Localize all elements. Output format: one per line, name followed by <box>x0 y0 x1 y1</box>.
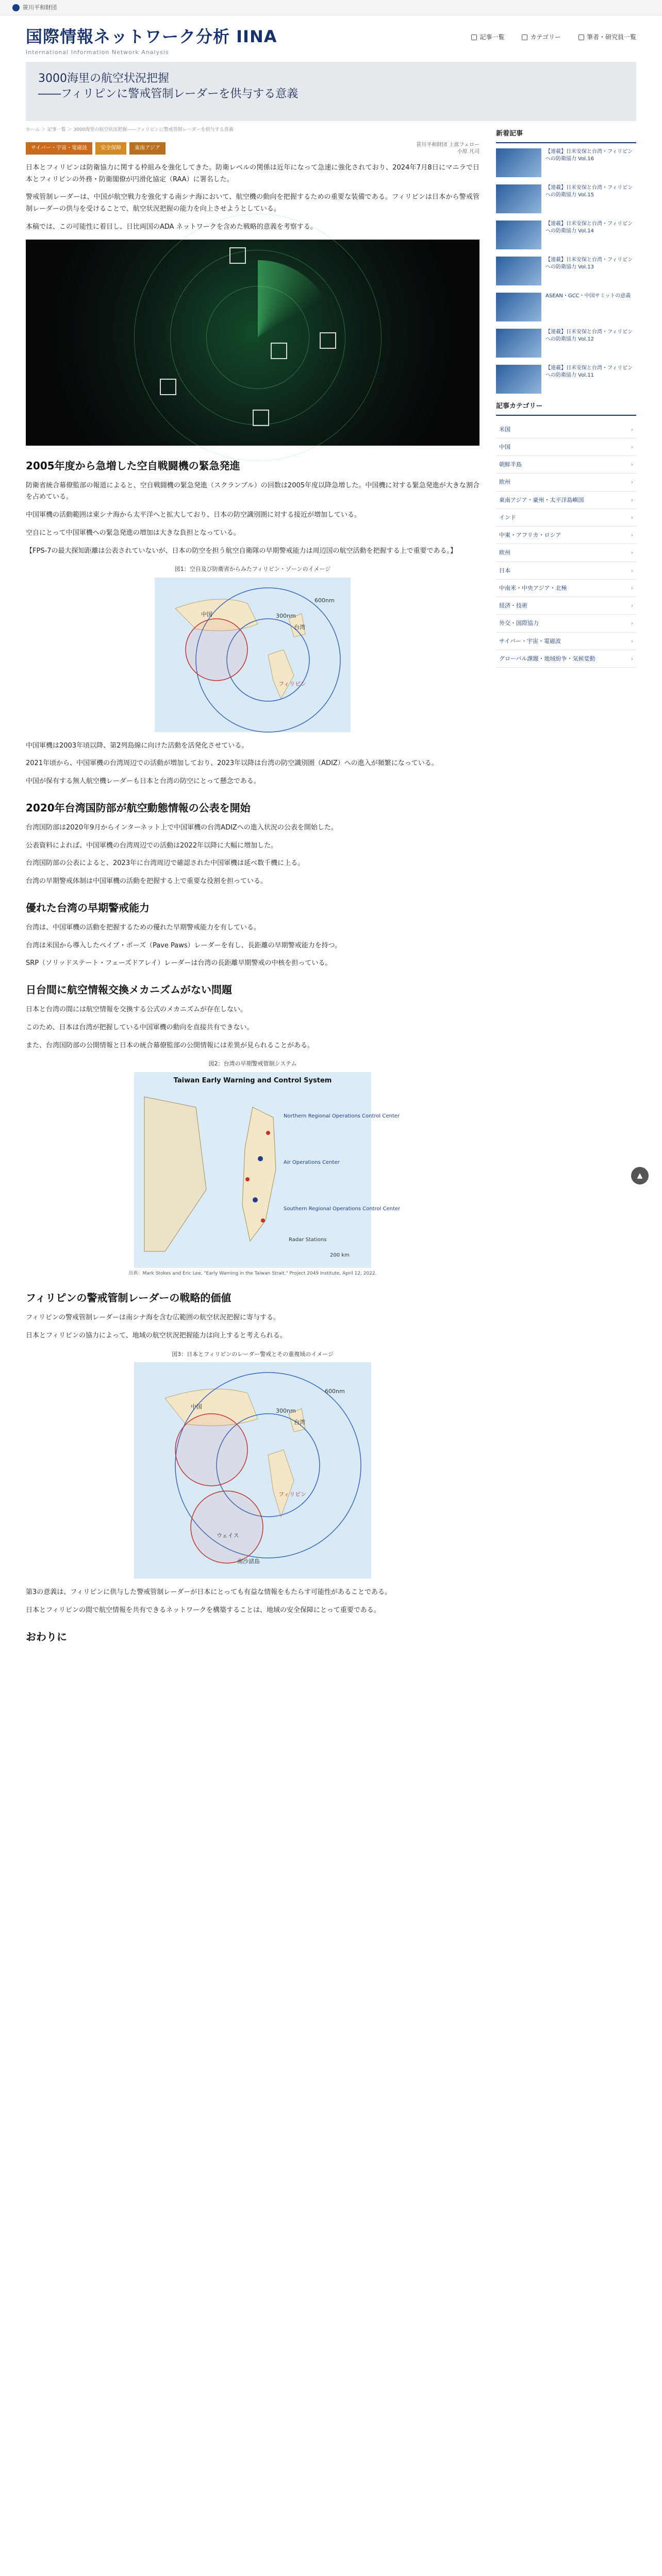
foundation-name[interactable]: 笹川平和財団 <box>23 4 57 11</box>
paragraph: SRP（ソリッドステート・フェーズドアレイ）レーダーは台湾の長距離早期警戒の中核を担っている。 <box>26 959 332 968</box>
figure2-label-southern: Southern Regional Operations Control Center <box>284 1206 401 1212</box>
paragraph: 公表資料によれば、中国軍機の台湾周辺での活動は2022年以降に大幅に増加した。 <box>26 841 278 850</box>
article-thumbnail[interactable] <box>496 293 541 321</box>
article-thumbnail[interactable] <box>496 365 541 394</box>
target-marker-icon <box>229 247 246 264</box>
figure2-map <box>134 1072 401 1268</box>
back-to-top-button[interactable]: ▲ <box>631 1167 649 1184</box>
sidebar-title: 新着記事 <box>496 128 636 143</box>
foundation-logo-icon <box>12 4 20 11</box>
related-article[interactable]: ASEAN・GCC・中国サミットの意義 <box>496 293 636 321</box>
figure1-caption: 図1：空自及び防衛省からみたフィリピン・ゾーンのイメージ <box>174 566 331 573</box>
related-article[interactable]: 【連載】日米安保と台湾・フィリピンへの防衛協力 Vol.14 <box>496 221 636 249</box>
site-branding[interactable] <box>26 27 277 58</box>
paragraph: 防衛省統合幕僚監部の報道によると、空自戦闘機の緊急発進（スクランブル）の回数は2005年度以降急増した。中国機に対する緊急発進が大きな割合を占めている。 <box>26 481 479 501</box>
section-heading: 日台間に航空情報交換メカニズムがない問題 <box>26 984 232 996</box>
figure1-label-taiwan: 台湾 <box>294 623 305 631</box>
figure1-map-svg <box>155 578 351 732</box>
figure3-label-4: ウェイス <box>217 1532 239 1539</box>
article-thumbnail[interactable] <box>496 148 541 177</box>
paragraph: 台湾の早期警戒体制は中国軍機の活動を把握する上で重要な役割を担っている。 <box>26 877 268 885</box>
target-marker-icon <box>271 343 287 359</box>
sidebar <box>496 121 636 1651</box>
related-article[interactable]: 【連載】日米安保と台湾・フィリピンへの防衛協力 Vol.12 <box>496 329 636 358</box>
nav-articles[interactable]: 記事一覧 <box>471 32 504 43</box>
figure1-label-philippines: フィリピン <box>278 680 307 687</box>
paragraph: 日本とフィリピンの協力によって、地域の航空状況把握能力は向上すると考えられる。 <box>26 1332 287 1340</box>
category-item[interactable]: 外交・国際協力 › <box>496 615 636 632</box>
category-item[interactable]: 米国 › <box>496 421 636 438</box>
section-heading: 2020年台湾国防部が航空動態情報の公表を開始 <box>26 801 251 814</box>
figure2-scale: 200 km <box>330 1252 350 1259</box>
category-item[interactable]: 東南アジア・豪州・太平洋島嶼国 › <box>496 492 636 509</box>
radar-sweep <box>180 260 335 415</box>
category-item[interactable]: 中国 › <box>496 438 636 456</box>
paragraph: 空自にとって中国軍機への緊急発進の増加は大きな負担となっている。 <box>26 529 240 537</box>
figure2-map-svg <box>134 1087 401 1267</box>
article-hero <box>26 62 636 121</box>
figure3-map <box>134 1362 371 1579</box>
section-heading: 2005年度から急増した空自戦闘機の緊急発進 <box>26 459 240 472</box>
site-header <box>0 15 662 62</box>
radar-hero-image <box>26 240 479 446</box>
figure3-label-philippines: フィリピン <box>278 1491 307 1498</box>
paragraph: また、台湾国防部の公開情報と日本の統合幕僚監部の公開情報には差異が見られることがある。 <box>26 1041 315 1049</box>
related-article[interactable]: 【連載】日米安保と台湾・フィリピンへの防衛協力 Vol.15 <box>496 184 636 213</box>
figure1-ring-label-300: 300nm <box>276 612 296 619</box>
top-bar <box>0 0 662 15</box>
section-heading: 優れた台湾の早期警戒能力 <box>26 901 150 914</box>
tag-southeast-asia[interactable]: 東南アジア <box>129 142 166 155</box>
section-heading: フィリピンの警戒管制レーダーの戦略的価値 <box>26 1292 231 1304</box>
category-item[interactable]: 中南米・中央アジア・北極 › <box>496 580 636 597</box>
paragraph: 日本とフィリピンの間で航空情報を共有できるネットワークを構築することは、地域の安全保障にとって重要である。 <box>26 1606 380 1614</box>
figure1-label-china: 中国 <box>201 611 212 618</box>
category-item[interactable]: グローバル課題・地域紛争・気候変動 › <box>496 650 636 668</box>
article-tags <box>26 142 479 155</box>
figure3-map-svg <box>134 1362 371 1579</box>
paragraph: 警戒管制レーダーは、中国が航空戦力を強化する南シナ海において、航空機の動向を把握するための重要な装備である。フィリピンは日本から警戒管制レーダーの供与を受けることで、航空状況把握の能力を向上させようとしている。 <box>26 193 479 213</box>
figure1-ring-label-600: 600nm <box>315 597 335 604</box>
figure2-title: Taiwan Early Warning and Control System <box>173 1076 332 1084</box>
article-thumbnail[interactable] <box>496 184 541 213</box>
paragraph: 中国が保有する無人航空機レーダーも日本と台湾の防空にとって懸念である。 <box>26 777 260 785</box>
category-item[interactable]: 中東・アフリカ・ロシア › <box>496 527 636 544</box>
category-item[interactable]: 日本 › <box>496 562 636 580</box>
figure1-map <box>155 578 351 732</box>
nav-categories[interactable]: カテゴリー <box>522 32 561 43</box>
article-thumbnail[interactable] <box>496 329 541 358</box>
nav-authors[interactable]: 筆者・研究員一覧 <box>578 32 636 43</box>
figure3-ring-label-300: 300nm <box>276 1408 296 1414</box>
paragraph: 台湾国防部は2020年9月からインターネット上で中国軍機の台湾ADIZへの進入状況の公表を開始した。 <box>26 823 338 832</box>
paragraph: 台湾は米国から導入したペイブ・ポーズ（Pave Paws）レーダーを有し、長距離の早期警戒能力を持つ。 <box>26 941 342 950</box>
target-marker-icon <box>160 379 176 395</box>
figure2-label-northern: Northern Regional Operations Control Center <box>284 1113 400 1120</box>
article-thumbnail[interactable] <box>496 257 541 285</box>
paragraph: 中国軍機は2003年頃以降、第2列島線に向けた活動を活発化させている。 <box>26 741 249 750</box>
related-article[interactable]: 【連載】日米安保と台湾・フィリピンへの防衛協力 Vol.13 <box>496 257 636 285</box>
site-title[interactable]: 国際情報ネットワーク分析 IINA <box>26 27 277 46</box>
paragraph: 第3の意義は、フィリピンに供与した警戒管制レーダーが日本にとっても有益な情報をもたらす可能性があることである。 <box>26 1588 391 1596</box>
section-heading: おわりに <box>26 1630 67 1643</box>
list-icon <box>471 35 477 40</box>
paragraph: 中国軍機の活動範囲は東シナ海から太平洋へと拡大しており、日本の防空識別圏に対する接近が増加している。 <box>26 511 361 519</box>
paragraph: 日本とフィリピンは防衛協力に関する枠組みを強化してきた。防衛レベルの関係は近年になって急速に強化されており、2024年7月8日にマニラで日本とフィリピンの外務・防衛閣僚が円滑化協定（RAA）に署名した。 <box>26 163 479 183</box>
category-item[interactable]: 朝鮮半島 › <box>496 456 636 473</box>
category-item[interactable]: サイバー・宇宙・電磁波 › <box>496 633 636 650</box>
category-item[interactable]: 欧州 › <box>496 473 636 491</box>
category-title: 記事カテゴリー <box>496 401 636 416</box>
paragraph: 2021年頃から、中国軍機の台湾周辺での活動が増加しており、2023年以降は台湾の防空識別圏（ADIZ）への進入が頻繁になっている。 <box>26 759 438 768</box>
related-article[interactable]: 【連載】日米安保と台湾・フィリピンへの防衛協力 Vol.16 <box>496 148 636 177</box>
header-nav <box>471 32 636 43</box>
article-thumbnail[interactable] <box>496 221 541 249</box>
category-item[interactable]: 欧州 › <box>496 544 636 562</box>
paragraph: 台湾国防部の公表によると、2023年に台湾周辺で確認された中国軍機は延べ数千機に上る。 <box>26 859 305 868</box>
figure3-label-china: 中国 <box>191 1403 202 1410</box>
paragraph: フィリピンの警戒管制レーダーは南シナ海を含む広範囲の航空状況把握に寄与する。 <box>26 1314 280 1322</box>
paragraph: 【FPS-7の最大探知距離は公表されていないが、日本の防空を担う航空自衛隊の早期警戒能力は周辺国の航空活動を把握する上で重要である。】 <box>26 547 457 555</box>
category-item[interactable]: 経済・技術 › <box>496 597 636 615</box>
article-title-line2: ――フィリピンに警戒管制レーダーを供与する意義 <box>38 87 299 100</box>
target-marker-icon <box>320 332 336 349</box>
figure2-source: 出典：Mark Stokes and Eric Lee, "Early Warning in the Taiwan Strait," Project 2049 Institute, April 12, 2022. <box>128 1270 377 1276</box>
article-title-line1: 3000海里の航空状況把握 <box>38 72 169 85</box>
tag-cyber[interactable]: サイバー・宇宙・電磁波 <box>26 142 92 155</box>
grid-icon <box>522 35 527 40</box>
byline[interactable]: 笹川平和財団 上席フェロー 小原 凡司 <box>416 142 479 155</box>
figure3-label-5: 南沙諸島 <box>237 1558 260 1565</box>
paragraph: 日本と台湾の間には航空情報を交換する公式のメカニズムが存在しない。 <box>26 1006 247 1013</box>
paragraph: このため、日本は台湾が把握している中国軍機の動向を直接共有できない。 <box>26 1023 254 1031</box>
category-item[interactable]: インド › <box>496 509 636 527</box>
article-main <box>26 121 479 1651</box>
person-icon <box>578 35 584 40</box>
breadcrumb[interactable]: ホーム ＞ 記事一覧 ＞ 3000海里の航空状況把握――フィリピンに警戒管制レーダーを供与する意義 <box>26 127 234 132</box>
figure2-legend: Radar Stations <box>289 1237 327 1243</box>
figure2-label-aoc: Air Operations Center <box>284 1160 340 1166</box>
target-marker-icon <box>253 410 269 426</box>
figure2-caption: 図2：台湾の早期警戒管制システム <box>208 1060 297 1067</box>
figure3-ring-label-600: 600nm <box>325 1388 345 1395</box>
site-subtitle: International Information Network Analysis <box>26 49 169 56</box>
paragraph: 台湾は、中国軍機の活動を把握するための優れた早期警戒能力を有している。 <box>26 923 261 931</box>
figure3-label-taiwan: 台湾 <box>294 1419 305 1426</box>
tag-security[interactable]: 安全保障 <box>95 142 126 155</box>
related-article[interactable]: 【連載】日米安保と台湾・フィリピンへの防衛協力 Vol.11 <box>496 365 636 394</box>
paragraph: 本稿では、この可能性に着目し、日比両国のADA ネットワークを含めた戦略的意義を考察する。 <box>26 223 317 231</box>
figure3-caption: 図3：日本とフィリピンのレーダー警戒とその重複域のイメージ <box>172 1350 334 1358</box>
